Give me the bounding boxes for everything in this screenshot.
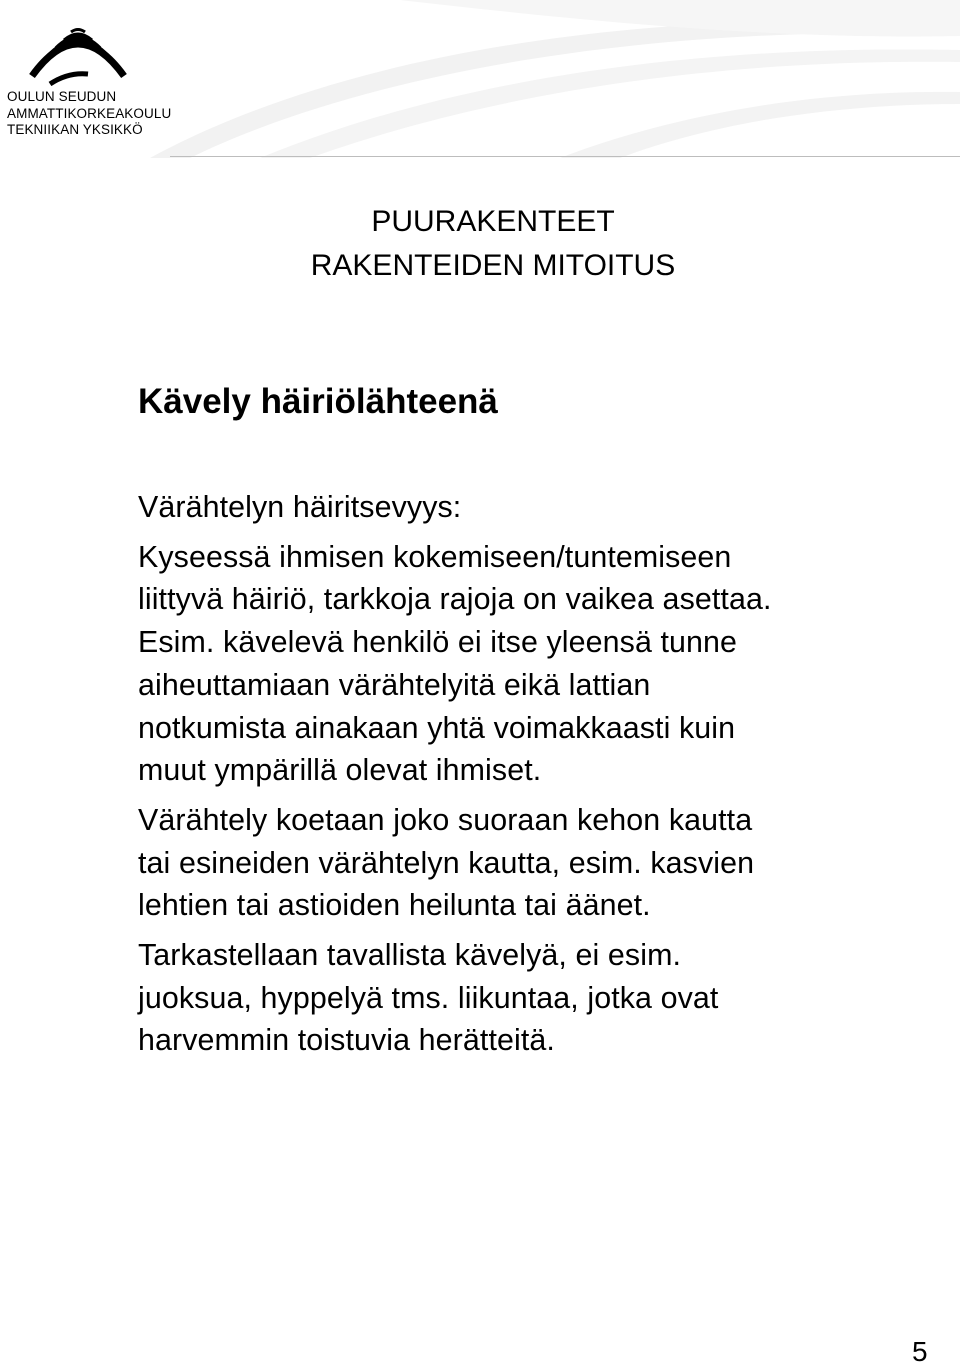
paragraph-3-line: juoksua, hyppelyä tms. liikuntaa, jotka ovat xyxy=(138,980,719,1015)
course-heading xyxy=(0,200,960,288)
paragraph-1-line: Kyseessä ihmisen kokemiseen/tuntemiseen xyxy=(138,539,732,574)
organization-name xyxy=(7,89,171,139)
course-title-line-1: PUURAKENTEET xyxy=(371,205,615,238)
paragraph-1-line: liittyvä häiriö, tarkkoja rajoja on vaikea asettaa. xyxy=(138,582,772,617)
paragraph-3-line: Tarkastellaan tavallista kävelyä, ei esim. xyxy=(138,938,682,973)
paragraph-2-line: tai esineiden värähtelyn kautta, esim. kasvien xyxy=(138,845,755,880)
paragraph-2-line: Värähtely koetaan joko suoraan kehon kautta xyxy=(138,802,753,837)
logo-text-line-2: AMMATTIKORKEAKOULU xyxy=(7,105,172,121)
paragraph-1-line: notkumista ainakaan yhtä voimakkaasti kuin xyxy=(138,710,736,745)
body-text xyxy=(138,486,938,1062)
header-band xyxy=(0,0,960,158)
paragraph-1-line: muut ympärillä olevat ihmiset. xyxy=(138,753,542,788)
section-title: Kävely häiriölähteenä xyxy=(138,382,498,421)
paragraph-1-line: Esim. kävelevä henkilö ei itse yleensä tunne xyxy=(138,625,738,660)
header-divider xyxy=(170,156,960,157)
dome-arches-logo-icon xyxy=(28,18,128,86)
paragraph-2 xyxy=(138,799,938,927)
paragraph-1 xyxy=(138,536,938,792)
page-number: 5 xyxy=(912,1336,928,1367)
logo-text-line-1: OULUN SEUDUN xyxy=(7,89,117,104)
course-title-line-2: RAKENTEIDEN MITOITUS xyxy=(310,249,676,282)
paragraph-2-line: lehtien tai astioiden heilunta tai äänet. xyxy=(138,888,651,923)
paragraph-3-line: harvemmin toistuvia herätteitä. xyxy=(138,1023,555,1058)
logo-text-line-3: TEKNIIKAN YKSIKKÖ xyxy=(7,122,143,137)
paragraph-3 xyxy=(138,934,938,1062)
paragraph-1-line: aiheuttamiaan värähtelyitä eikä lattian xyxy=(138,667,651,702)
subheading: Värähtelyn häiritsevyys: xyxy=(138,490,462,524)
